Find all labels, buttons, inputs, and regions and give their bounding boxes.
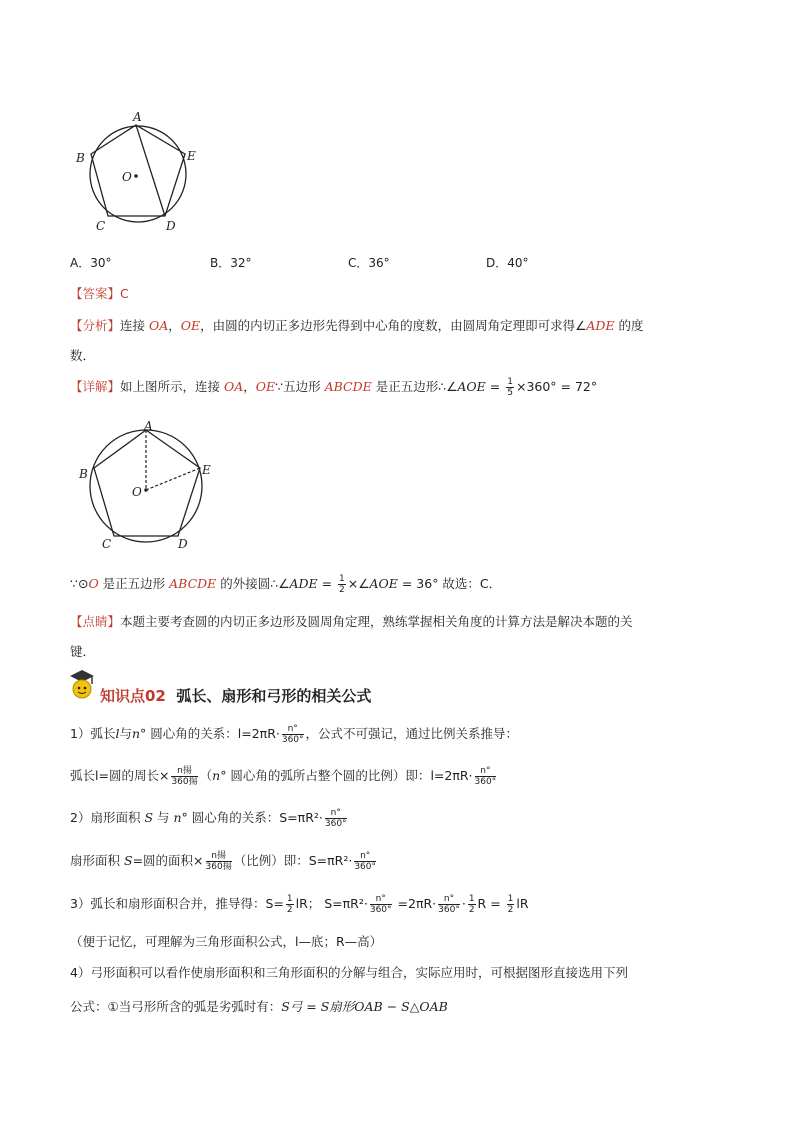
analysis-ade: ADE bbox=[586, 318, 615, 333]
item-var: l bbox=[115, 726, 120, 741]
detail-text: ∵五边形 bbox=[275, 379, 325, 394]
frac-den: 360揚 bbox=[205, 862, 232, 872]
frac-num: n° bbox=[282, 724, 304, 735]
frac-num: n揚 bbox=[206, 851, 232, 862]
item-formula: l=2πR· bbox=[237, 726, 280, 741]
item-text: 与 bbox=[119, 726, 132, 741]
fraction-n-360 bbox=[370, 894, 392, 915]
frac-den: 360° bbox=[324, 819, 347, 829]
comment-line-2: 键． bbox=[70, 644, 96, 659]
item-text: ° 圆心角的关系： bbox=[140, 726, 238, 741]
detail-text: 如上图所示，连接 bbox=[120, 379, 224, 394]
item-text: 弧长 bbox=[70, 768, 96, 783]
analysis-line-2: 数． bbox=[70, 348, 96, 363]
fraction-n-360 bbox=[282, 724, 304, 745]
frac-den: 360° bbox=[438, 905, 460, 915]
item-text: 与 bbox=[153, 810, 174, 825]
frac-den: 360° bbox=[474, 777, 497, 787]
item-text: （比例）即： bbox=[233, 853, 309, 868]
frac-num: 1 bbox=[507, 377, 513, 387]
conclusion-abcde: ABCDE bbox=[169, 576, 217, 591]
label-c: C bbox=[96, 219, 106, 233]
analysis-oa: OA bbox=[149, 318, 169, 333]
item-3-note: （便于记忆，可理解为三角形面积公式，l—底；R—高） bbox=[70, 934, 383, 949]
item-text: ，公式不可强记，通过比例关系推导： bbox=[305, 726, 519, 741]
item-var: S bbox=[123, 853, 133, 868]
fraction-one-half bbox=[338, 574, 346, 595]
comment-line-1 bbox=[70, 612, 633, 630]
frac-num: 1 bbox=[468, 894, 475, 904]
detail-oa: OA bbox=[224, 379, 244, 394]
item-text: 2）扇形面积 bbox=[70, 810, 145, 825]
label-o: O bbox=[122, 170, 132, 184]
conclusion-line bbox=[70, 574, 501, 595]
option-d: D．40° bbox=[486, 256, 529, 270]
item-var: S bbox=[144, 810, 154, 825]
conclusion-text: ×∠ bbox=[347, 576, 370, 591]
item-3-line: 3）弧长和扇形面积合并，推导得：S= $\frac{1}{2}$ lR； S=πR²· $\frac{n^\circ}{360^\circ}$ =2πR· $\frac{n^\circ}{360^\circ}$ · $\frac{1}{2}$ R = $\frac{1}{2}$ lR bbox=[70, 894, 529, 915]
knowledge-title: 弧长、扇形和弓形的相关公式 bbox=[176, 687, 372, 705]
frac-den: 2 bbox=[468, 905, 475, 915]
comment-tag: 【点睛】 bbox=[70, 614, 121, 629]
frac-num: n° bbox=[325, 808, 347, 819]
option-b: B．32° bbox=[210, 256, 252, 270]
detail-text: 是正五边形∴∠ bbox=[371, 379, 458, 394]
item-1b-line bbox=[70, 766, 498, 787]
analysis-text: 连接 bbox=[120, 318, 149, 333]
frac-den: 5 bbox=[507, 388, 513, 398]
item-text: =圆的面积× bbox=[132, 853, 204, 868]
fraction-one-half bbox=[286, 894, 294, 915]
fraction-n-360-ratio bbox=[171, 766, 197, 787]
frac-den: 2 bbox=[507, 905, 514, 915]
item-4-line-2 bbox=[70, 997, 448, 1015]
fraction-n-360-ratio bbox=[206, 851, 232, 872]
detail-abcde: ABCDE bbox=[324, 379, 372, 394]
item-4-line-1: 4）弓形面积可以看作使扇形面积和三角形面积的分解与组合，实际应用时，可根据图形直接选用下列 bbox=[70, 965, 628, 980]
analysis-text: 的度 bbox=[614, 318, 644, 333]
frac-den: 360° bbox=[369, 905, 392, 915]
item-formula: lR； S=πR²· bbox=[295, 896, 368, 911]
label-d-2: D bbox=[178, 537, 188, 550]
frac-num: n° bbox=[354, 851, 376, 862]
item-formula: S=πR²· bbox=[308, 853, 353, 868]
detail-oe: OE bbox=[255, 379, 276, 394]
option-a: A．30° bbox=[70, 256, 112, 270]
conclusion-text: 的外接圆∴∠ bbox=[216, 576, 290, 591]
knowledge-number: 知识点02 bbox=[100, 687, 166, 705]
conclusion-aoe: AOE bbox=[369, 576, 398, 591]
conclusion-text: 是正五边形 bbox=[98, 576, 170, 591]
item-2b-line bbox=[70, 851, 378, 872]
conclusion-text: = 36° 故选：C． bbox=[397, 576, 502, 591]
detail-text: ， bbox=[243, 379, 256, 394]
item-text: 公式：①当弓形所含的弧是劣弧时有： bbox=[70, 999, 282, 1014]
item-formula: l=圆的周长× bbox=[95, 768, 170, 783]
analysis-oe: OE bbox=[180, 318, 201, 333]
frac-den: 360° bbox=[281, 735, 304, 745]
conclusion-ade: ADE bbox=[289, 576, 318, 591]
item-text: ° 圆心角的关系： bbox=[181, 810, 280, 825]
pentagon-figure-1 bbox=[70, 108, 220, 236]
item-formula: S=πR²· bbox=[279, 810, 323, 825]
conclusion-text: ∵⊙ bbox=[70, 576, 89, 591]
item-1-line bbox=[70, 724, 518, 745]
item-formula: =2πR· bbox=[393, 896, 437, 911]
frac-num: n° bbox=[438, 894, 460, 905]
item-text: 1）弧长 bbox=[70, 726, 116, 741]
fraction-one-half bbox=[468, 894, 476, 915]
detail-line bbox=[70, 377, 597, 398]
label-e-2: E bbox=[202, 463, 211, 477]
frac-num: 1 bbox=[507, 894, 514, 904]
detail-text: ×360° = 72° bbox=[515, 379, 598, 394]
label-a: A bbox=[133, 110, 142, 124]
label-b-2: B bbox=[79, 467, 88, 481]
label-e: E bbox=[187, 149, 196, 163]
item-text: 3）弧长和扇形面积合并，推导得：S= bbox=[70, 896, 284, 911]
conclusion-text: = bbox=[317, 576, 337, 591]
item-formula: R = bbox=[477, 896, 505, 911]
answer-value: C bbox=[120, 286, 129, 301]
frac-num: n° bbox=[475, 766, 497, 777]
item-text: ° 圆心角的弧所占整个圆的比例）即： bbox=[220, 768, 431, 783]
analysis-line-1 bbox=[70, 316, 644, 334]
answer-tag: 【答案】 bbox=[70, 286, 121, 301]
frac-den: 360揚 bbox=[171, 777, 198, 787]
item-text: 扇形面积 bbox=[70, 853, 124, 868]
frac-den: 2 bbox=[286, 905, 293, 915]
label-c-2: C bbox=[102, 537, 112, 550]
analysis-text: ，由圆的内切正多边形先得到中心角的度数，由圆周角定理即可求得∠ bbox=[200, 318, 587, 333]
fraction-n-360 bbox=[354, 851, 376, 872]
analysis-text: ， bbox=[168, 318, 181, 333]
knowledge-heading bbox=[100, 685, 371, 706]
item-formula: lR bbox=[516, 896, 529, 911]
pentagon-figure-2 bbox=[72, 416, 222, 550]
fraction-n-360 bbox=[475, 766, 497, 787]
frac-den: 2 bbox=[339, 585, 345, 595]
frac-num: n揚 bbox=[171, 766, 197, 777]
frac-num: 1 bbox=[286, 894, 293, 904]
fraction-n-360 bbox=[438, 894, 460, 915]
item-var: n bbox=[212, 768, 221, 783]
label-a-2: A bbox=[144, 419, 153, 433]
conclusion-o: O bbox=[88, 576, 99, 591]
frac-num: n° bbox=[370, 894, 392, 905]
fraction-one-half bbox=[507, 894, 515, 915]
label-o-2: O bbox=[132, 485, 142, 499]
comment-text: 本题主要考查圆的内切正多边形及圆周角定理，熟练掌握相关角度的计算方法是解决本题的关 bbox=[120, 614, 633, 629]
analysis-tag: 【分析】 bbox=[70, 318, 121, 333]
frac-num: 1 bbox=[339, 574, 345, 584]
label-d: D bbox=[166, 219, 176, 233]
frac-den: 360° bbox=[354, 862, 377, 872]
item-formula: l=2πR· bbox=[430, 768, 473, 783]
detail-tag: 【详解】 bbox=[70, 379, 121, 394]
segment-area-formula: S弓 = S扇形OAB − S△OAB bbox=[281, 999, 448, 1014]
detail-aoe: AOE bbox=[457, 379, 486, 394]
detail-text: = bbox=[485, 379, 505, 394]
option-c: C．36° bbox=[348, 256, 390, 270]
item-var: n bbox=[173, 810, 182, 825]
answer-line bbox=[70, 284, 129, 302]
fraction-one-fifth bbox=[506, 377, 514, 398]
item-2-line bbox=[70, 808, 349, 829]
graduate-cap-icon bbox=[66, 668, 96, 702]
item-text: （ bbox=[199, 768, 213, 783]
fraction-n-360 bbox=[325, 808, 347, 829]
label-b: B bbox=[76, 151, 85, 165]
item-var: n bbox=[131, 726, 141, 741]
